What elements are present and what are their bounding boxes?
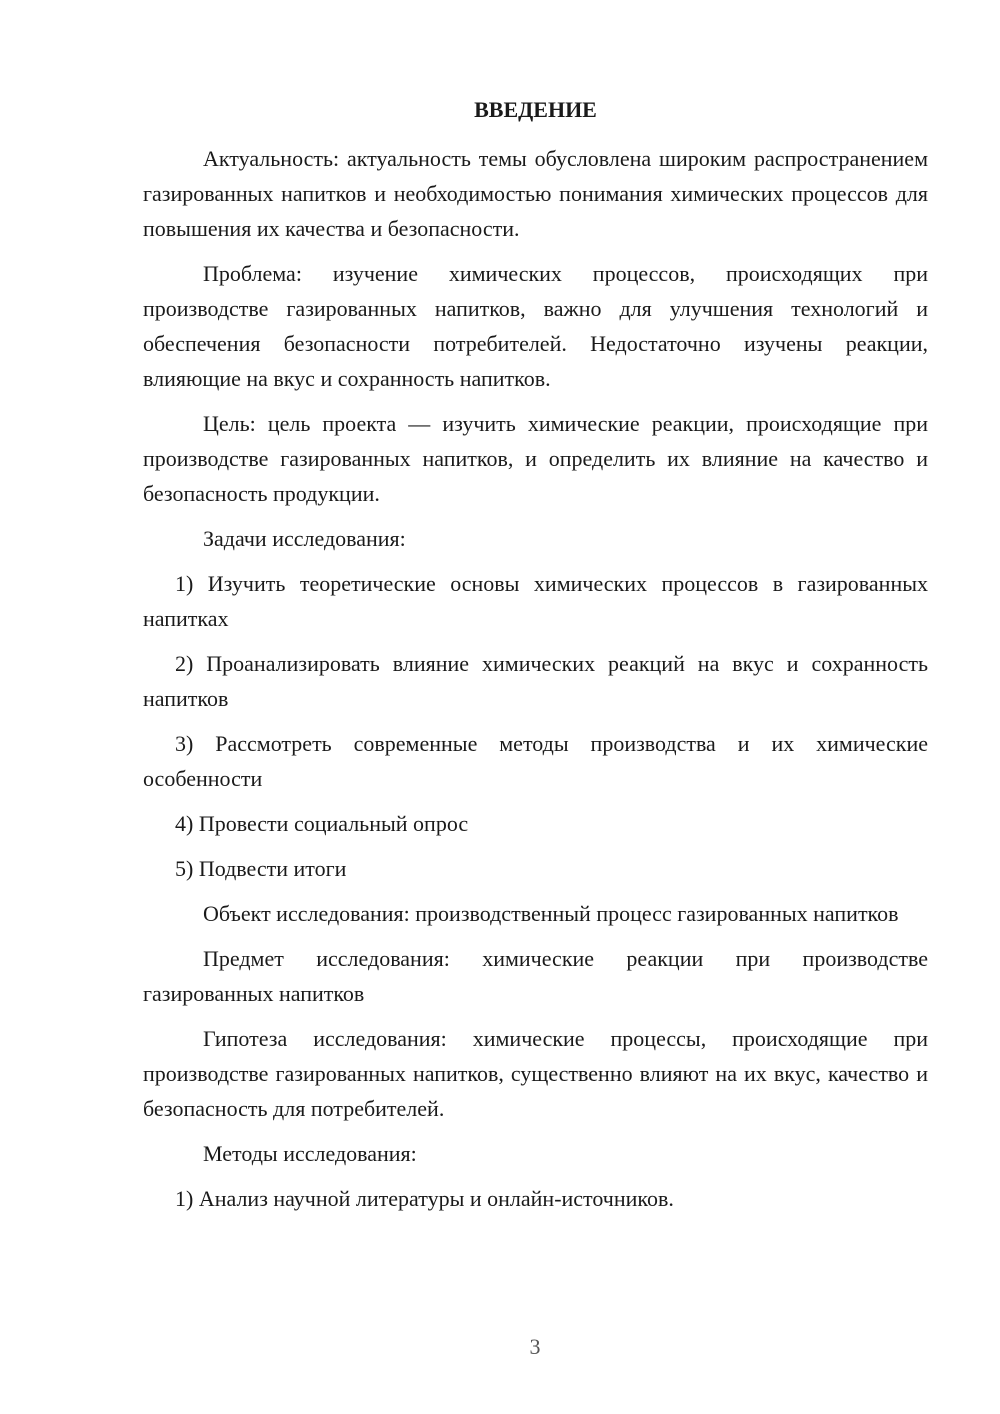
- task-item-4: 4) Провести социальный опрос: [175, 811, 469, 836]
- task-item-1: 1) Изучить теоретические основы химических процессов в газированных напитках: [143, 571, 928, 631]
- paragraph-goal: Цель: цель проекта — изучить химические реакции, происходящие при производстве газированных напитков, и определить их влияние на качество и безопасность продукции.: [143, 411, 928, 506]
- page-number: 3: [529, 1334, 541, 1359]
- method-item-1: 1) Анализ научной литературы и онлайн-источников.: [175, 1186, 674, 1211]
- paragraph-subject: Предмет исследования: химические реакции при производстве газированных напитков: [143, 946, 928, 1006]
- paragraph-hypothesis: Гипотеза исследования: химические процессы, происходящие при производстве газированных напитков, существенно влияют на их вкус, качество и безопасность для потребителей.: [143, 1026, 928, 1121]
- task-item-2: 2) Проанализировать влияние химических реакций на вкус и сохранность напитков: [143, 651, 928, 711]
- section-title: ВВЕДЕНИЕ: [474, 97, 597, 122]
- paragraph-object: Объект исследования: производственный процесс газированных напитков: [203, 901, 899, 926]
- paragraph-methods-heading: Методы исследования:: [203, 1141, 417, 1166]
- task-item-5: 5) Подвести итоги: [175, 856, 347, 881]
- paragraph-relevance: Актуальность: актуальность темы обусловлена широким распространением газированных напитков и необходимостью понимания химических процессов для повышения их качества и безопасности.: [143, 146, 928, 241]
- paragraph-problem: Проблема: изучение химических процессов, происходящих при производстве газированных напитков, важно для улучшения технологий и обеспечения безопасности потребителей. Недостаточно изучены реакции, влияющие на вкус и сохранность напитков.: [143, 261, 928, 391]
- paragraph-tasks-heading: Задачи исследования:: [203, 526, 406, 551]
- page-content: [143, 92, 928, 1226]
- task-item-3: 3) Рассмотреть современные методы производства и их химические особенности: [143, 731, 928, 791]
